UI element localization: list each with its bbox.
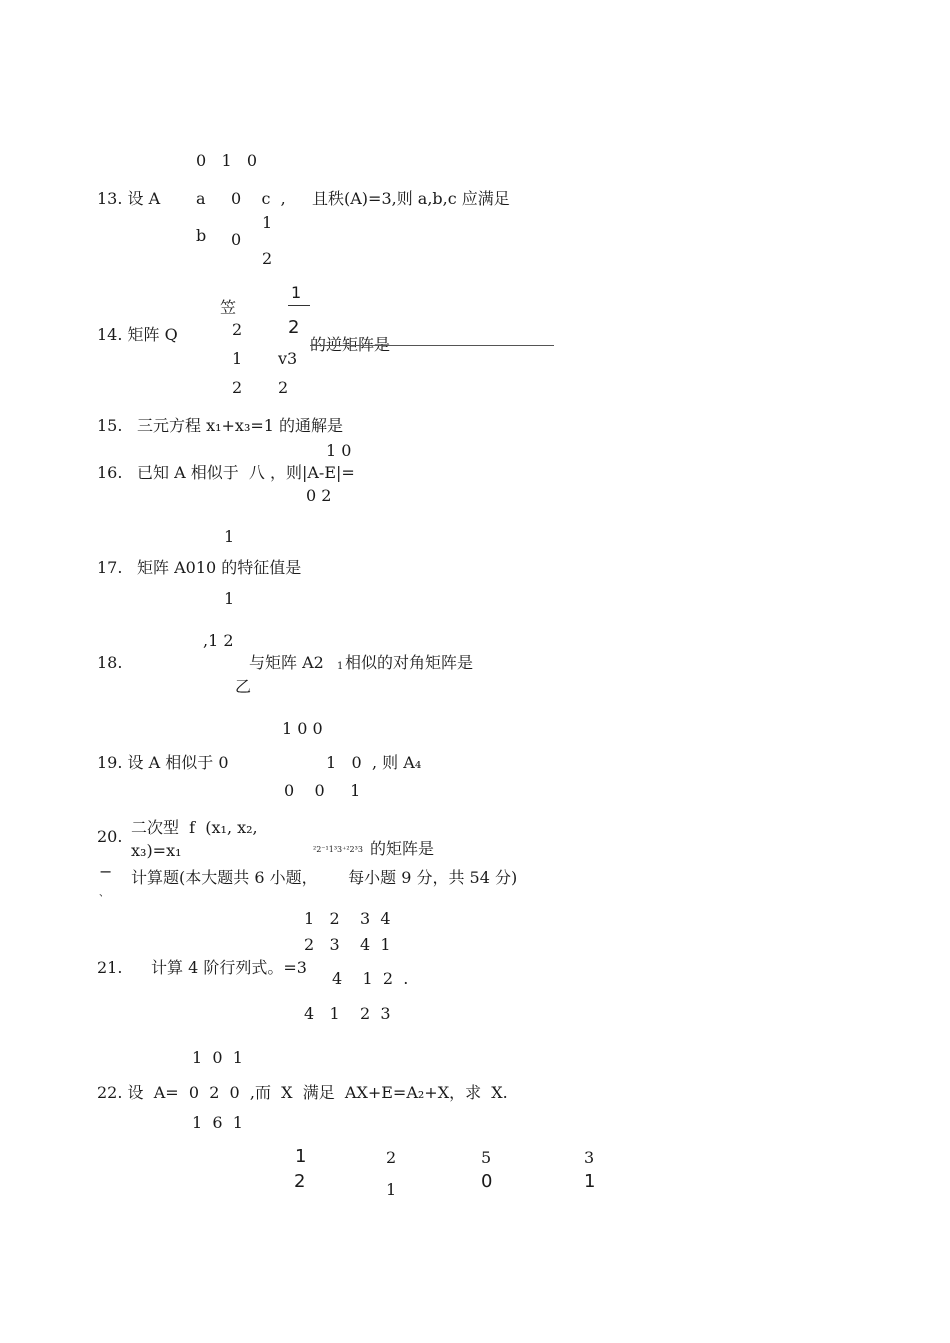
- q20-garbled-formula: ²2⁻¹1³3⁺²2³3: [313, 845, 363, 854]
- q21-det-row1: 1 2 3 4: [304, 909, 391, 928]
- q14-matrix-row3a: 2: [232, 378, 243, 397]
- section-title: 计算题(本大题共 6 小题， 每小题 9 分，共 54 分): [131, 868, 518, 887]
- bottom-entry: 5: [481, 1148, 492, 1167]
- q13-matrix-entry: 1: [262, 213, 273, 232]
- q16-text: 已知 A 相似于 八 ，则|A-E|=: [137, 463, 355, 482]
- bottom-entry: 2: [386, 1148, 397, 1167]
- q16-matrix-top: 1 0: [326, 441, 352, 460]
- bottom-entry: 1: [584, 1171, 596, 1192]
- q17-text: 矩阵 A010 的特征值是: [137, 558, 302, 577]
- q14-matrix-row2a: 1: [232, 349, 243, 368]
- q14-matrix-row1: 2: [232, 320, 243, 339]
- q20-text1: 二次型 f (x₁, x₂,: [131, 818, 258, 837]
- q20-text3: 的矩阵是: [370, 839, 435, 858]
- q16-label: 16.: [97, 463, 123, 482]
- q18-matrix-top: ,1 2: [203, 631, 234, 650]
- q13-matrix-row3: b: [196, 226, 207, 245]
- section-mark: 、: [99, 888, 109, 899]
- q13-text: 且秩(A)=3,则 a,b,c 应满足: [312, 189, 510, 208]
- q18-text: 与矩阵 A2: [249, 653, 324, 672]
- q14-text-cut: 的逆矩阵是: [310, 335, 391, 354]
- q18-matrix-bottom: 乙: [235, 677, 252, 696]
- q17-matrix-top: 1: [224, 527, 235, 546]
- q19-label: 19. 设 A 相似于 0: [97, 753, 229, 772]
- q18-subscript: 1: [337, 661, 344, 672]
- q20-label: 20.: [97, 827, 123, 846]
- section-dash: −: [99, 862, 113, 881]
- q13-matrix-row3-zero: 0: [231, 230, 242, 249]
- q21-label: 21.: [97, 958, 123, 977]
- bottom-entry: 1: [386, 1180, 397, 1199]
- q22-matrix-row1: 1 0 1: [192, 1048, 243, 1067]
- q19-text: , 则 A₄: [372, 753, 422, 772]
- q21-det-row3: 4 1 2 .: [332, 969, 409, 988]
- bottom-entry: 2: [294, 1171, 306, 1192]
- q13-matrix-row1: 0 1 0: [196, 151, 258, 170]
- q14-answer-line: [310, 345, 554, 346]
- bottom-entry: 1: [295, 1146, 307, 1167]
- q17-label: 17.: [97, 558, 123, 577]
- q14-matrix-row3b: 2: [278, 378, 289, 397]
- q20-text2: x₃)=x₁: [131, 841, 182, 860]
- q14-fraction-numerator: 1: [291, 283, 302, 302]
- q14-label: 14. 矩阵 Q: [97, 325, 178, 344]
- q19-matrix-bottom: 0 0 1: [284, 781, 361, 800]
- bottom-entry: 3: [584, 1148, 595, 1167]
- q19-matrix-mid: 1 0: [326, 753, 362, 772]
- q21-det-row4: 4 1 2 3: [304, 1004, 391, 1023]
- q22-matrix-row3: 1 6 1: [192, 1113, 243, 1132]
- q13-matrix-row2: a 0 c ,: [196, 189, 286, 208]
- q17-matrix-bottom: 1: [224, 589, 235, 608]
- q15-label: 15.: [97, 416, 123, 435]
- q21-det-row2: 2 3 4 1: [304, 935, 391, 954]
- q14-fraction-bar: [288, 305, 310, 306]
- bottom-entry: 0: [481, 1171, 493, 1192]
- q22-label: 22. 设 A= 0 2 0 ,而 X 满足 AX+E=A₂+X，求 X.: [97, 1083, 508, 1102]
- q14-fraction-denominator: 2: [288, 317, 300, 338]
- q16-matrix-bottom: 0 2: [306, 486, 332, 505]
- q18-label: 18.: [97, 653, 123, 672]
- q13-label: 13. 设 A: [97, 189, 161, 208]
- q15-text: 三元方程 x₁+x₃=1 的通解是: [137, 416, 344, 435]
- q18-text2: 相似的对角矩阵是: [345, 653, 474, 672]
- q19-matrix-top: 1 0 0: [282, 719, 323, 738]
- q14-matrix-row2b: v3: [278, 349, 298, 368]
- q21-text: 计算 4 阶行列式。=3: [151, 958, 307, 977]
- q14-char: 笠: [220, 298, 237, 317]
- q13-matrix-entry: 2: [262, 249, 273, 268]
